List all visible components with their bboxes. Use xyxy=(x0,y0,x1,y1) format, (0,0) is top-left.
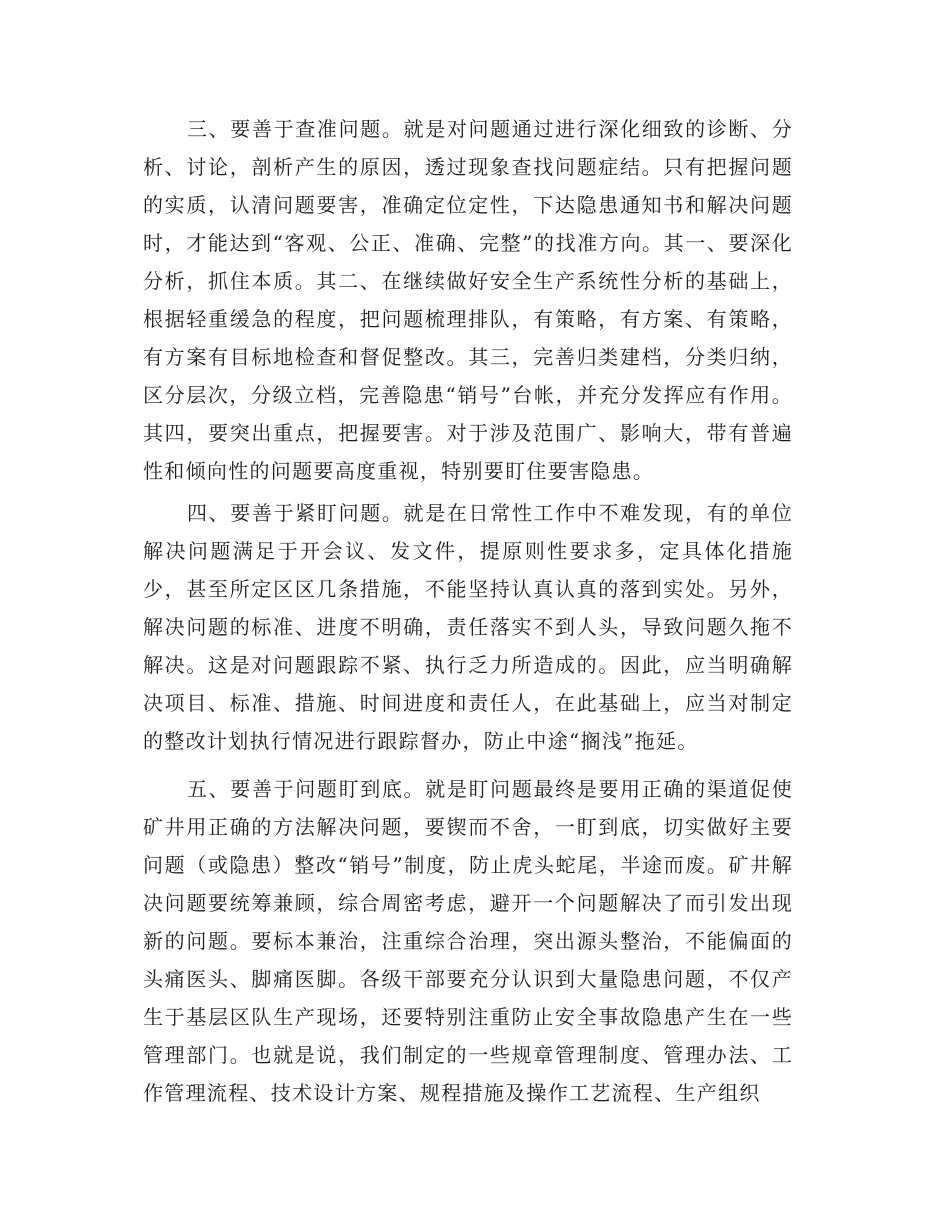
paragraph-check-problems: 三、要善于查准问题。就是对问题通过进行深化细致的诊断、分析、讨论，剖析产生的原因，透过现象查找问题症结。只有把握问题的实质，认清问题要害，准确定位定性，下达隐患通知书和解决问题时，才能达到“客观、公正、准确、完整”的找准方向。其一、要深化分析，抓住本质。其二、在继续做好安全生产系统性分析的基础上，根据轻重缓急的程度，把问题梳理排队，有策略，有方案、有策略，有方案有目标地检查和督促整改。其三，完善归类建档，分类归纳，区分层次，分级立档，完善隐患“销号”台帐，并充分发挥应有作用。其四，要突出重点，把握要害。对于涉及范围广、影响大，带有普遍性和倾向性的问题要高度重视，特别要盯住要害隐患。 xyxy=(143,117,793,483)
paragraph-track-problems: 四、要善于紧盯问题。就是在日常性工作中不难发现，有的单位解决问题满足于开会议、发文件，提原则性要求多，定具体化措施少，甚至所定区区几条措施，不能坚持认真认真的落到实处。另外，解决问题的标准、进度不明确，责任落实不到人头，导致问题久拖不解决。这是对问题跟踪不紧、执行乏力所造成的。因此，应当明确解决项目、标准、措施、时间进度和责任人，在此基础上，应当对制定的整改计划执行情况进行跟踪督办，防止中途“搁浅”拖延。 xyxy=(143,501,793,753)
paragraph-follow-through: 五、要善于问题盯到底。就是盯问题最终是要用正确的渠道促使矿井用正确的方法解决问题，要锲而不舍，一盯到底，切实做好主要问题（或隐患）整改“销号”制度，防止虎头蛇尾，半途而废。矿井解决问题要统筹兼顾，综合周密考虑，避开一个问题解决了而引发出现新的问题。要标本兼治，注重综合治理，突出源头整治，不能偏面的头痛医头、脚痛医脚。各级干部要充分认识到大量隐患问题，不仅产生于基层区队生产现场，还要特别注重防止安全事故隐患产生在一些管理部门。也就是说，我们制定的一些规章管理制度、管理办法、工作管理流程、技术设计方案、规程措施及操作工艺流程、生产组织 xyxy=(143,777,793,1105)
